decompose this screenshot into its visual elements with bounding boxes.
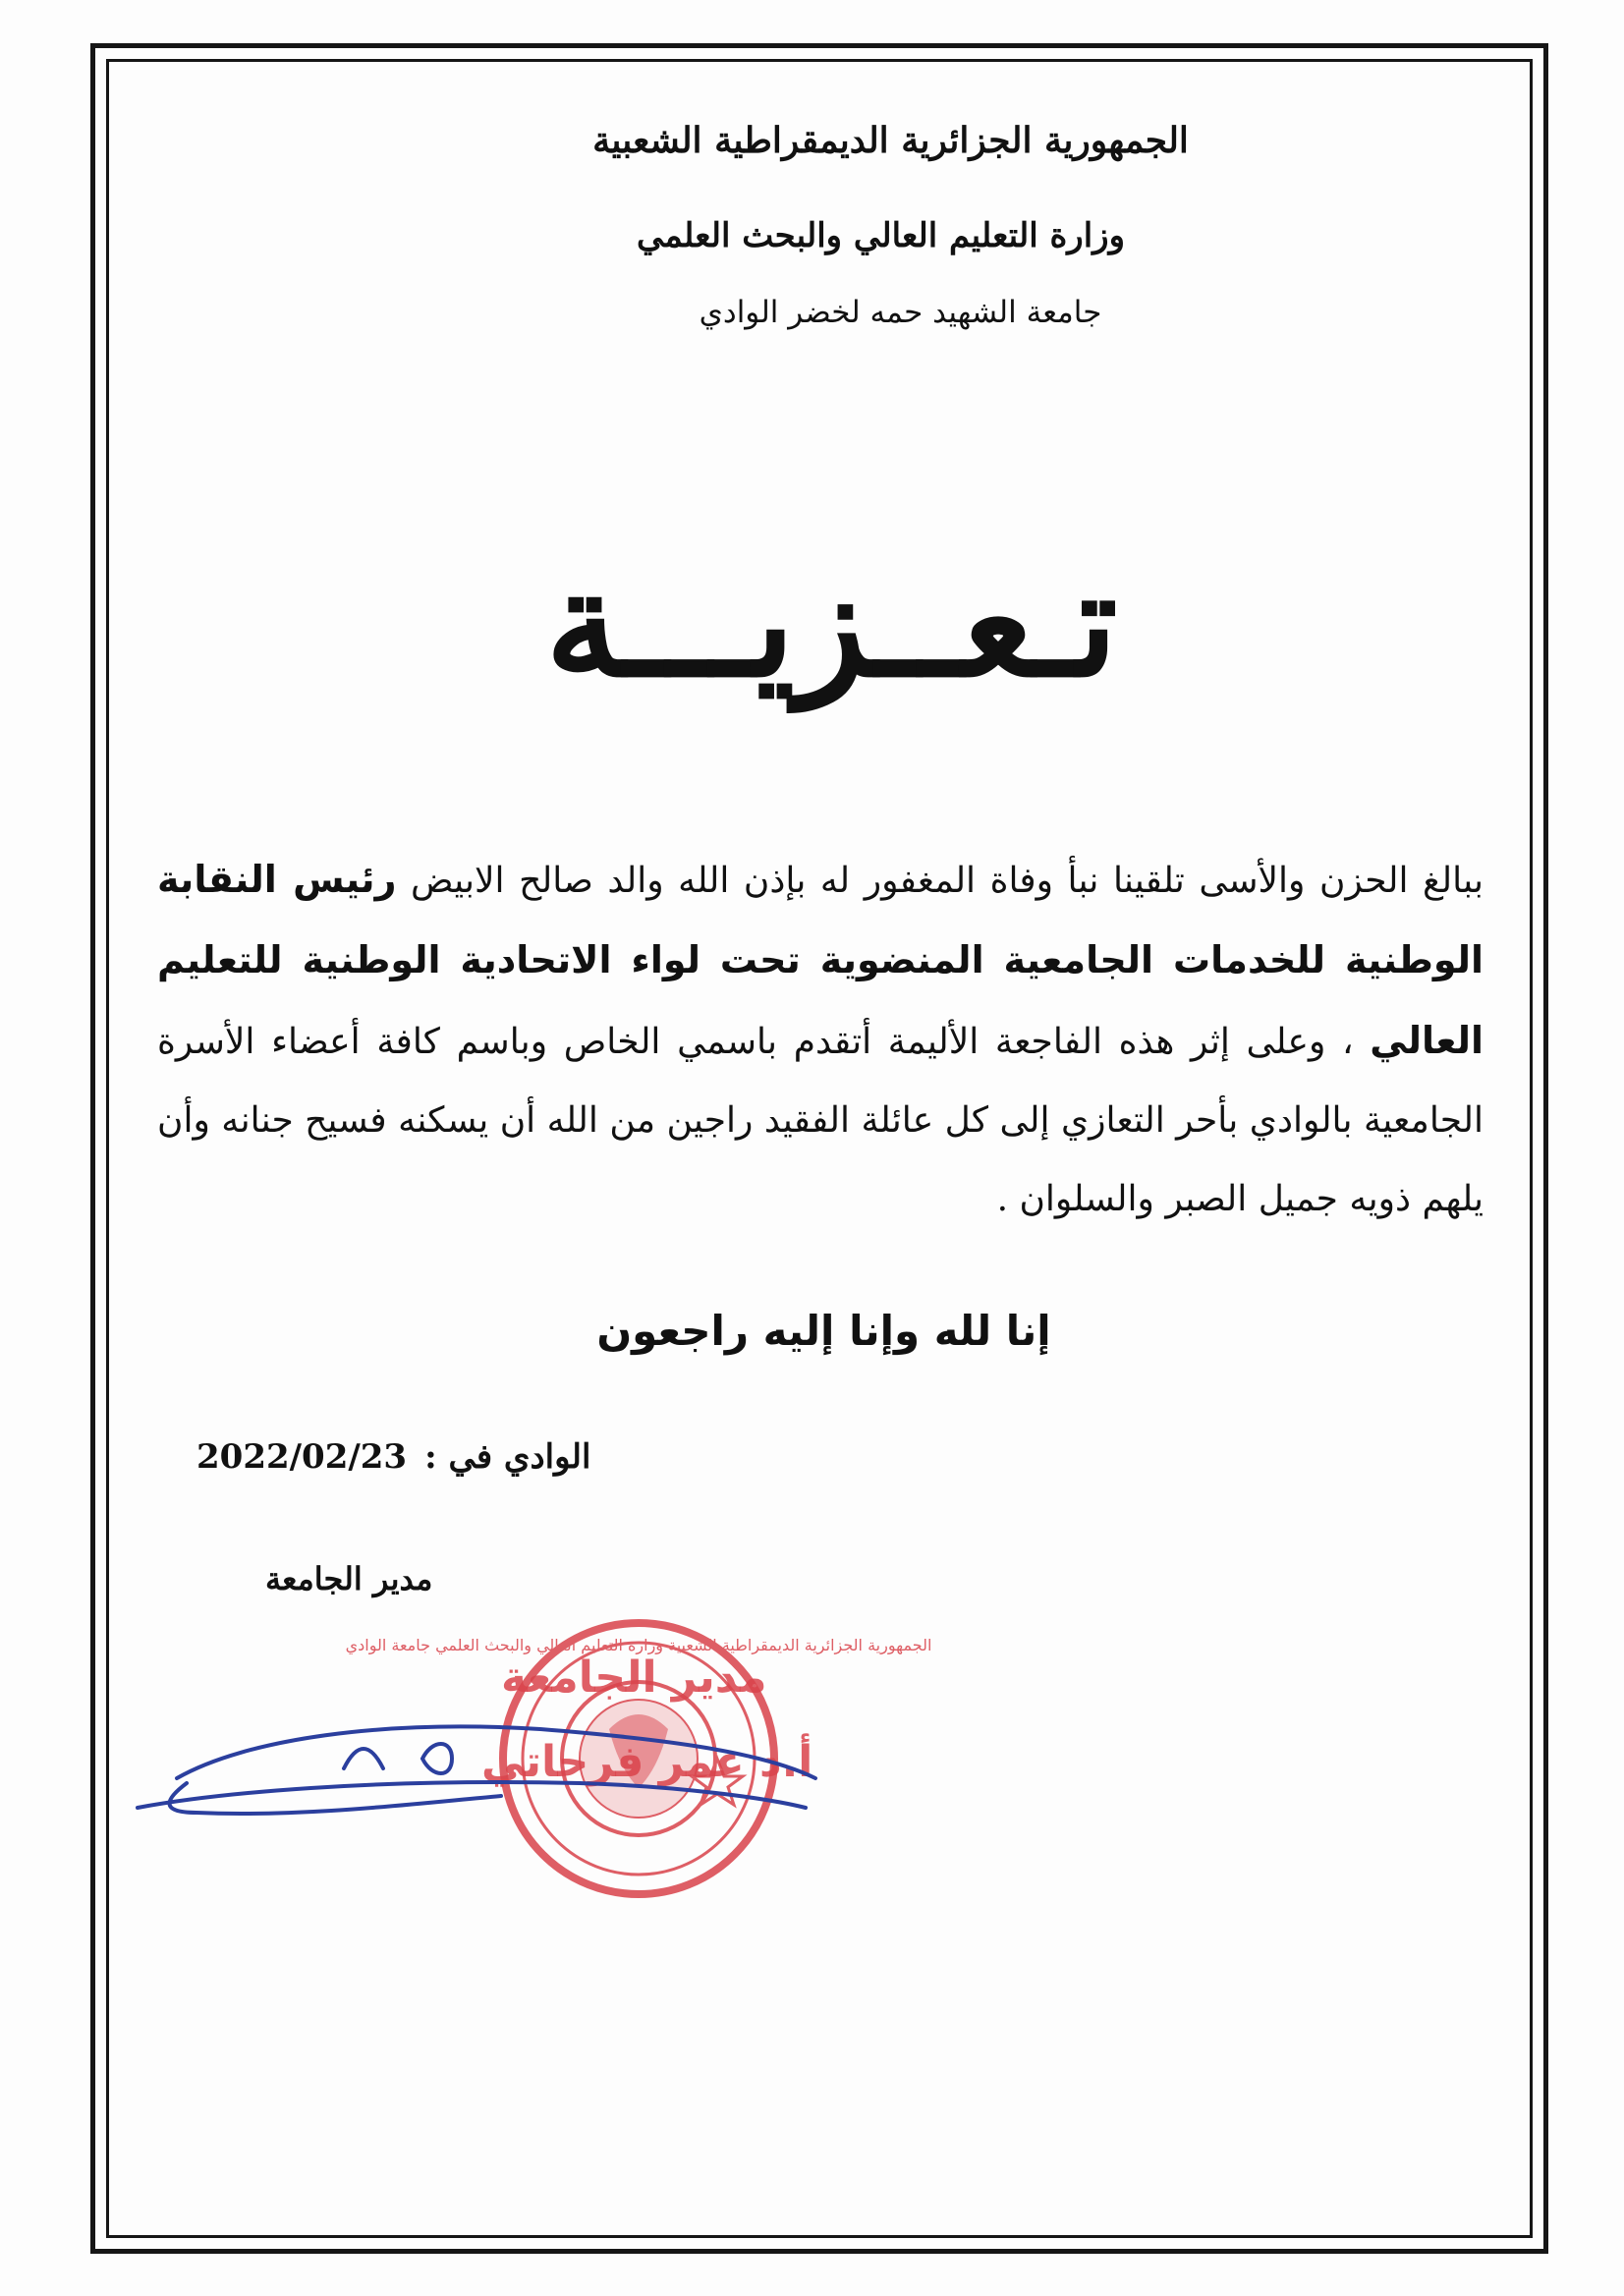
stamp-title-text: مدير الجامعة	[501, 1652, 767, 1703]
body-part-2: ، وعلى إثر هذه الفاجعة الأليمة أتقدم باسمي الخاص وباسم كافة أعضاء الأسرة الجامعية بالوادي بأحر التعازي إلى كل عائلة الفقيد راجين من الله أن يسكنه فسيح جنانه وأن يلهم ذويه جميل الصبر والسلوان .	[157, 1022, 1484, 1219]
official-stamp-and-signature	[128, 1611, 932, 1906]
body-bold-title: رئيس النقابة الوطنية للخدمات الجامعية المنضوية تحت لواء الاتحادية الوطنية للتعليم العالي	[157, 858, 1484, 1062]
quranic-verse	[0, 1307, 1624, 1355]
stamp-name-text: أ.د عمر فرحاتي	[481, 1737, 813, 1787]
quranic-verse-text: إنا لله وإنا إليه راجعون	[596, 1307, 1051, 1355]
document-title-text: تـعــزيـــة	[545, 537, 1118, 710]
header-ministry: وزارة التعليم العالي والبحث العلمي	[636, 216, 1126, 255]
title-stamp-icon	[147, 1641, 812, 1788]
seal-ring-text: الجمهورية الجزائرية الديمقراطية الشعبية وزارة التعليم العالي والبحث العلمي جامعة الوادي	[345, 1636, 932, 1654]
place-date-label: الوادي في :	[424, 1437, 591, 1477]
condolence-body	[157, 840, 1484, 1239]
body-part-1: ببالغ الحزن والأسى تلقينا نبأ وفاة المغفور له بإذن الله والد صالح الابيض	[411, 861, 1484, 901]
signatory-title: مدير الجامعة	[265, 1560, 433, 1597]
header-republic: الجمهورية الجزائرية الديمقراطية الشعبية	[592, 120, 1189, 161]
document-title	[0, 537, 1624, 710]
place-date-line	[196, 1437, 590, 1477]
header-university: جامعة الشهيد حمه لخضر الوادي	[699, 295, 1102, 330]
date-value: 2022/02/23	[196, 1437, 408, 1477]
